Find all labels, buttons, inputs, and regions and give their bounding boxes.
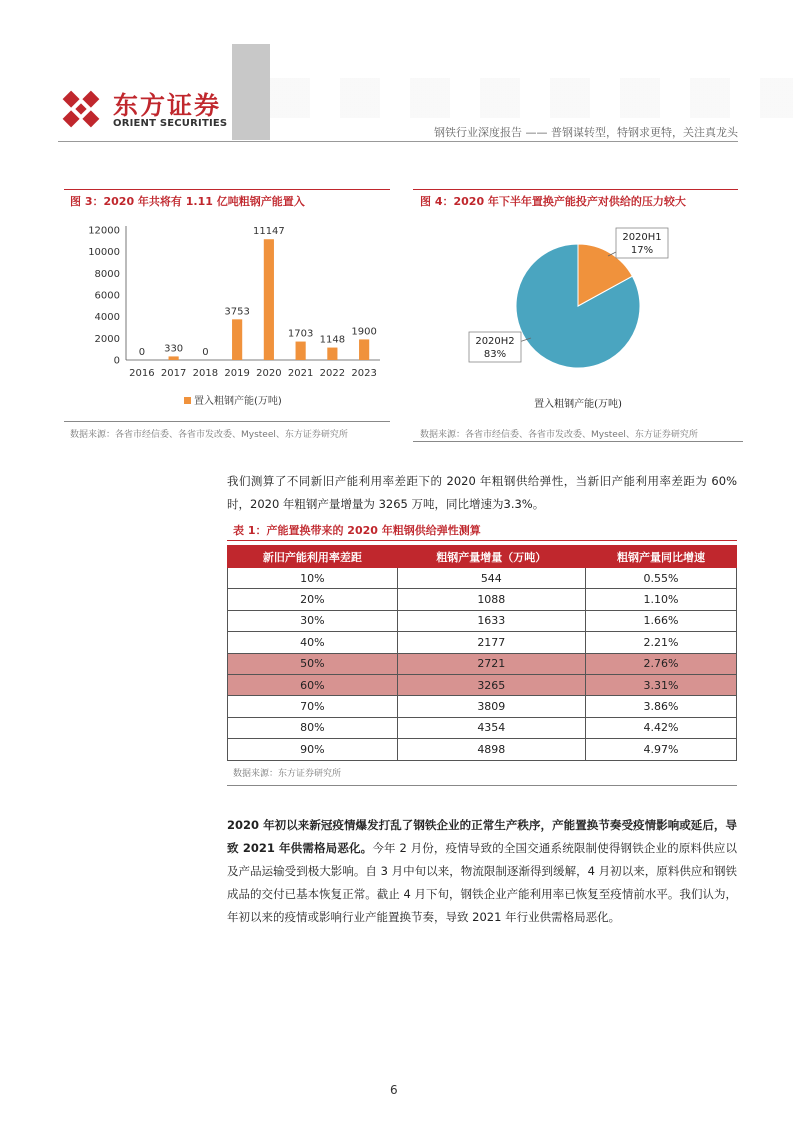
figure3-bottom-rule (64, 421, 390, 422)
x-tick-label: 2016 (129, 368, 155, 379)
cell-growth: 2.76% (585, 653, 736, 674)
bar (264, 239, 274, 360)
paragraph-2-body: 今年 2 月份，疫情导致的全国交通系统限制使得钢铁企业的原料供应以及产品运输受到极大影响。自 3 月中旬以来，物流限制逐渐得到缓解，4 月初以来，原料供应和钢铁成品的交付已基本恢复正常。截止 4 月下旬，钢铁企业产能利用率已恢复至疫情前水平。我们认为，年初以来的疫情或影响行业产能置换节奏，导致 2021 年行业供需格局恶化。 (227, 841, 737, 924)
cell-growth: 3.31% (585, 674, 736, 695)
cell-gap: 90% (228, 739, 398, 760)
cell-increase: 1633 (397, 610, 585, 631)
pie-label-h2-name: 2020H2 (475, 336, 515, 347)
cell-increase: 3265 (397, 674, 585, 695)
legend-label: 置入粗钢产能(万吨) (194, 396, 282, 407)
table-row (228, 696, 737, 717)
table-header-row (228, 546, 737, 568)
x-tick-label: 2023 (351, 368, 377, 379)
table1-title: 表 1：产能置换带来的 2020 年粗钢供给弹性测算 (233, 524, 481, 537)
bar-data-label: 330 (164, 343, 184, 355)
bar (327, 348, 337, 360)
y-tick-label: 10000 (88, 247, 120, 259)
x-tick-label: 2021 (287, 368, 314, 379)
cell-increase: 544 (397, 568, 585, 589)
cell-growth: 1.66% (585, 610, 736, 631)
orient-securities-logo-icon (58, 86, 104, 132)
table1 (227, 545, 737, 761)
report-title: 钢铁行业深度报告 —— 普钢谋转型，特钢求更特，关注真龙头 (434, 126, 738, 139)
table-row (228, 610, 737, 631)
cell-increase: 1088 (397, 589, 585, 610)
bar-data-label: 1900 (351, 326, 377, 338)
x-tick-label: 2022 (319, 368, 346, 379)
bar (359, 339, 369, 360)
table-row (228, 589, 737, 610)
cell-increase: 2177 (397, 632, 585, 653)
cell-growth: 3.86% (585, 696, 736, 717)
cell-increase: 3809 (397, 696, 585, 717)
x-tick-label: 2020 (256, 368, 282, 379)
table-row-highlighted (228, 674, 737, 695)
bar-data-label: 1703 (287, 328, 314, 340)
table-row (228, 739, 737, 760)
figure4-pie-chart (413, 212, 738, 417)
bar (232, 319, 242, 360)
company-name-cn: 东方证券 (113, 91, 222, 120)
table-header-growth: 粗钢产量同比增速 (585, 546, 736, 568)
cell-gap: 10% (228, 568, 398, 589)
x-tick-label: 2018 (192, 368, 219, 379)
table-row (228, 632, 737, 653)
table1-bottom-rule (227, 785, 737, 786)
table-row (228, 568, 737, 589)
bar-data-label: 0 (138, 347, 146, 358)
cell-increase: 4898 (397, 739, 585, 760)
y-tick-label: 6000 (94, 290, 120, 302)
pie-label-h1-pct: 17% (630, 245, 654, 256)
company-name-en: ORIENT SECURITIES (113, 118, 228, 129)
bar-data-label: 1148 (319, 334, 346, 346)
table-row (228, 717, 737, 738)
cell-growth: 2.21% (585, 632, 736, 653)
y-tick-label: 2000 (94, 333, 120, 345)
page-number: 6 (390, 1083, 398, 1097)
x-tick-label: 2017 (160, 368, 187, 379)
figure4-title: 图 4：2020 年下半年置换产能投产对供给的压力较大 (420, 195, 686, 208)
figure3-top-rule (64, 189, 390, 190)
cell-increase: 2721 (397, 653, 585, 674)
cell-gap: 80% (228, 717, 398, 738)
figure4-top-rule (413, 189, 738, 190)
table-row-highlighted (228, 653, 737, 674)
cell-gap: 40% (228, 632, 398, 653)
header-decoration (270, 78, 793, 118)
bar (169, 356, 179, 360)
header-gray-bar (232, 44, 270, 140)
figure3-source: 数据来源：各省市经信委、各省市发改委、Mysteel、东方证券研究所 (70, 430, 348, 440)
legend-swatch (184, 397, 191, 404)
cell-gap: 30% (228, 610, 398, 631)
cell-gap: 60% (228, 674, 398, 695)
y-tick-label: 4000 (94, 312, 120, 324)
pie-label-h2-pct: 83% (483, 349, 507, 360)
cell-gap: 20% (228, 589, 398, 610)
cell-increase: 4354 (397, 717, 585, 738)
figure3-title: 图 3：2020 年共将有 1.11 亿吨粗钢产能置入 (70, 195, 305, 208)
figure3-bar-chart (64, 212, 390, 417)
bar-data-label: 11147 (252, 226, 285, 238)
table1-top-rule (227, 540, 737, 541)
x-tick-label: 2019 (224, 368, 250, 379)
y-tick-label: 12000 (88, 225, 120, 237)
cell-gap: 70% (228, 696, 398, 717)
cell-growth: 0.55% (585, 568, 736, 589)
table-header-gap: 新旧产能利用率差距 (228, 546, 398, 568)
cell-growth: 1.10% (585, 589, 736, 610)
figure4-bottom-rule (413, 441, 743, 442)
bar-data-label: 3753 (224, 306, 250, 318)
paragraph-1: 我们测算了不同新旧产能利用率差距下的 2020 年粗钢供给弹性，当新旧产能利用率差距为 60% 时，2020 年粗钢产量增量为 3265 万吨，同比增速为3.3%。 (227, 474, 737, 511)
bar-data-label: 0 (202, 347, 209, 358)
y-tick-label: 8000 (94, 268, 120, 280)
cell-growth: 4.97% (585, 739, 736, 760)
pie-label-h1-name: 2020H1 (622, 232, 662, 243)
table1-source: 数据来源：东方证券研究所 (233, 769, 342, 779)
paragraph-2-lead: 2020 年初以来新冠疫情爆发打乱了钢铁企业的正常生产秩序，产能置换节奏受疫情影响或延后，导致 2021 年供需格局恶化。 (227, 818, 737, 855)
y-tick-label: 0 (113, 355, 120, 367)
header-divider (58, 141, 738, 142)
paragraph-2 (227, 814, 737, 929)
pie-caption: 置入粗钢产能(万吨) (534, 399, 622, 410)
bar (296, 342, 306, 360)
cell-gap: 50% (228, 653, 398, 674)
figure4-source: 数据来源：各省市经信委、各省市发改委、Mysteel、东方证券研究所 (420, 430, 698, 440)
cell-growth: 4.42% (585, 717, 736, 738)
table-header-increase: 粗钢产量增量（万吨） (397, 546, 585, 568)
